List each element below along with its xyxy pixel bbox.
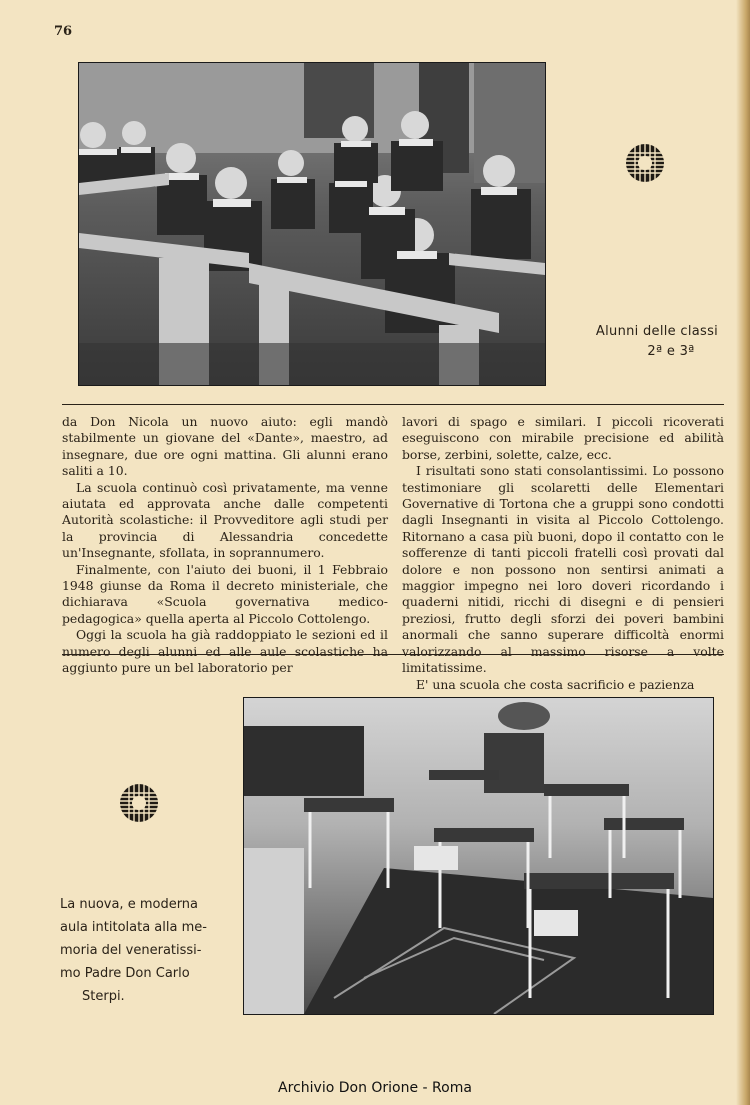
page-number: 76 <box>54 24 73 39</box>
bottom-caption-line: moria del veneratissi- <box>60 943 202 958</box>
article-paragraph: La scuola continuò così privatamente, ma venne aiutata ed approvata anche dalle competenti Autorità scolastiche: il Provveditore agli studi per la provincia di Alessandria concedette un'Insegnante, sfollata, in soprannumero. <box>62 479 388 561</box>
article-paragraph: E' una scuola che costa sacrificio e pazienza <box>416 676 695 692</box>
article-right-column <box>402 414 724 693</box>
bottom-divider <box>62 654 724 655</box>
article-paragraph: lavori di spago e similari. I piccoli ricoverati eseguiscono con mirabile precisione ed abilità borse, zerbini, solette, calze, ecc. <box>402 414 724 462</box>
orione-emblem-icon <box>118 782 160 824</box>
bottom-caption-line: mo Padre Don Carlo <box>60 966 190 981</box>
top-caption-line1: Alunni delle classi <box>595 324 719 339</box>
classroom-pupils-photo <box>78 62 546 386</box>
bottom-photo-caption <box>60 893 230 1008</box>
page-edge <box>736 0 750 1105</box>
article-left-column <box>62 414 388 677</box>
article-paragraph: da Don Nicola un nuovo aiuto: egli mandò stabilmente un giovane del «Dante», maestro, ad insegnare, due ore ogni mattina. Gli alunni erano saliti a 10. <box>62 414 388 479</box>
bottom-caption-line: Sterpi. <box>82 989 125 1004</box>
top-photo-caption <box>572 322 732 362</box>
orione-emblem-icon <box>624 142 666 184</box>
archive-footer: Archivio Don Orione - Roma <box>278 1080 472 1096</box>
bottom-caption-line: aula intitolata alla me- <box>60 920 207 935</box>
article-paragraph: Oggi la scuola ha già raddoppiato le sezioni ed il numero degli alunni ed alle aule scolastiche ha aggiunto pure un bel laboratorio per <box>62 627 388 676</box>
bottom-caption-line: La nuova, e moderna <box>60 897 199 912</box>
top-caption-line2: 2ª e 3ª <box>647 344 695 359</box>
empty-classroom-photo <box>243 697 714 1015</box>
top-divider <box>62 404 724 405</box>
article-paragraph: I risultati sono stati consolantissimi. Lo possono testimoniare gli scolaretti delle Elementari Governative di Tortona che a gruppi sono condotti dagli Insegnanti in visita al Piccolo Cottolengo. Ritornano a casa più buoni, dopo il contatto con le sofferenze di tanti piccoli fratelli così provati dal dolore e non possono non sentirsi animati a maggior impegno nei loro doveri ricordando i quaderni nitidi, ricchi di disegni e di pensieri preziosi, frutto degli sforzi dei poveri bambini anormali che sanno superare difficoltà enormi valorizzando al massimo risorse a volte limitatissime. <box>402 463 724 676</box>
article-paragraph: Finalmente, con l'aiuto dei buoni, il 1 Febbraio 1948 giunse da Roma il decreto ministeriale, che dichiarava «Scuola governativa medico-pedagogica» quella aperta al Piccolo Cottolengo. <box>62 561 388 626</box>
